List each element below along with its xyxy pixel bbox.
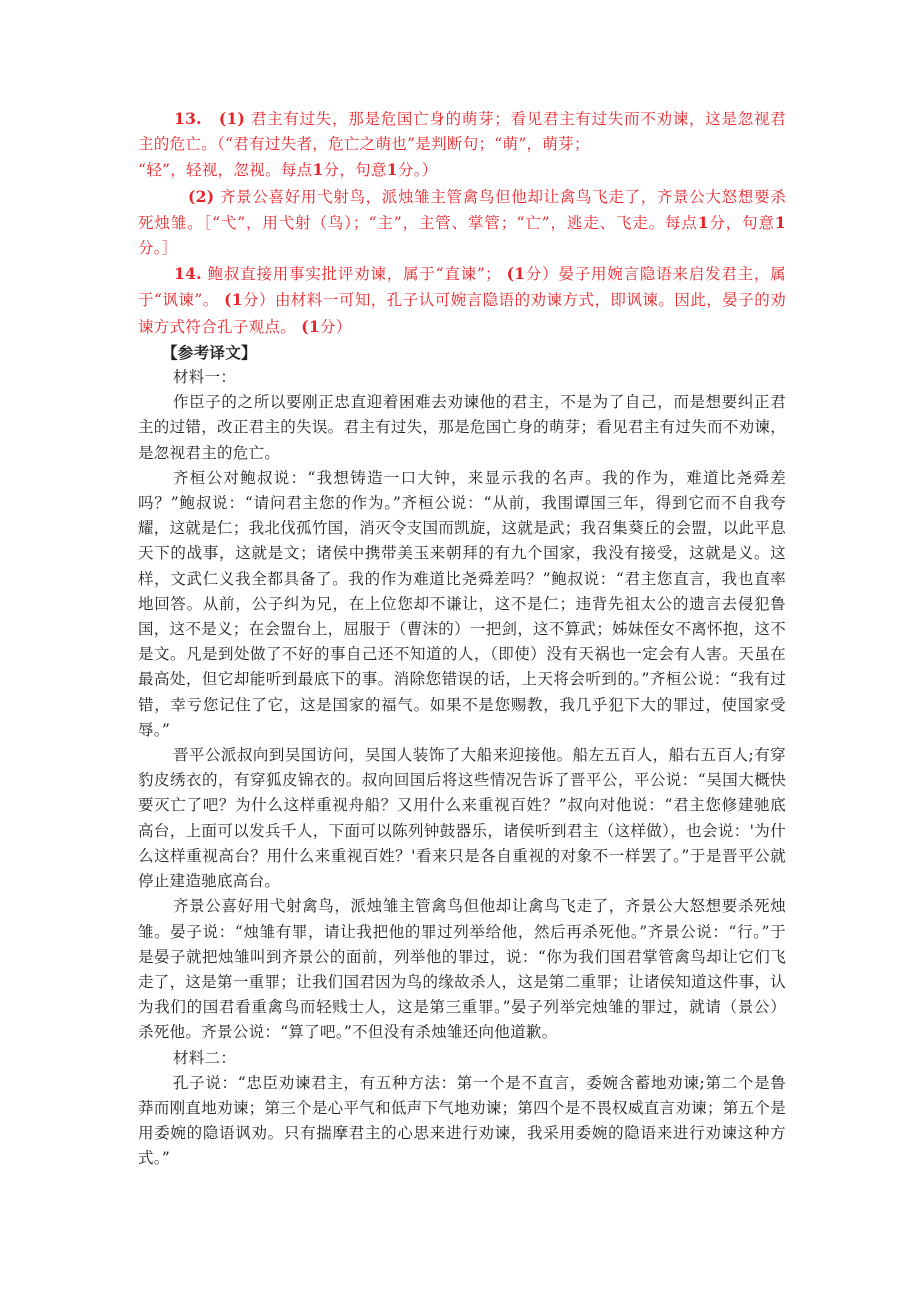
translation-material-2: 孔子说：“忠臣劝谏君主，有五种方法：第一个是不直言，委婉含蓄地劝谏;第二个是鲁莽而刚直地劝谏；第三个是心平气和低声下气地劝谏；第四个是不畏权威直言劝谏；第五个是用委婉的隐语讽劝。只有揣摩君主的心思来进行劝谏，我采用委婉的隐语来进行劝谏这种方式。” bbox=[138, 1073, 786, 1168]
answer-14: 14. 鲍叔直接用事实批评劝谏，属于“直谏”； (1分）晏子用婉言隐语来启发君主，属于“讽谏”。 (1分）由材料一可知，孔子认可婉言隐语的劝谏方式，即讽谏。因此，晏子的劝谏方式符合孔子观点。 (1分） bbox=[138, 264, 786, 336]
question-number-14: 14. bbox=[174, 264, 202, 284]
part-label-1: (1) bbox=[218, 109, 246, 128]
answer-13-part2: (2) 齐景公喜好用弋射鸟，派烛雏主管禽鸟但他却让禽鸟飞走了，齐景公大怒想要杀死烛雏。［“弋”，用弋射（鸟）；“主”，主管、掌管；“亡”，逃走、飞走。每点1分，句意1分。］ bbox=[138, 186, 786, 258]
part-label-2: (2) bbox=[188, 186, 215, 206]
question-number-13: 13. bbox=[174, 109, 202, 128]
answer-13-part1-scoring: “轻”，轻视，忽视。每点1分，句意1分。） bbox=[138, 160, 438, 180]
translation-heading: 【参考译文】 bbox=[162, 342, 257, 362]
material-2-label: 材料二： bbox=[173, 1048, 237, 1067]
document-page bbox=[138, 106, 786, 1172]
translation-para-3: 晋平公派叔向到吴国访问，吴国人装饰了大船来迎接他。船左五百人，船右五百人;有穿豹皮绣衣的，有穿狐皮锦衣的。叔向回国后将这些情况告诉了晋平公，平公说：“吴国大概快要灭亡了吧？为什么这样重视舟船？又用什么来重视百姓？”叔向对他说：“君主您修建驰底高台，上面可以发兵千人，下面可以陈列钟鼓器乐，诸侯听到君主（这样做），也会说：'为什么这样重视高台？用什么来重视百姓？'看来只是各自重视的对象不一样罢了。”于是晋平公就停止建造驰底高台。 bbox=[138, 746, 786, 891]
translation-para-2: 齐桓公对鲍叔说：“我想铸造一口大钟，来显示我的名声。我的作为，难道比尧舜差吗？”鲍叔说：“请问君主您的作为。”齐桓公说：“从前，我围谭国三年，得到它而不自我夸耀，这就是仁；我北伐孤竹国，消灭令支国而凯旋，这就是武；我召集葵丘的会盟，以此平息天下的战事，这就是文；诸侯中携带美玉来朝拜的有九个国家，我没有接受，这就是义。这样，文武仁义我全都具备了。我的作为难道比尧舜差吗？”鲍叔说：“君主您直言，我也直率地回答。从前，公子纠为兄，在上位您却不谦让，这不是仁；违背先祖太公的遗言去侵犯鲁国，这不是义；在会盟台上，屈服于（曹沫的）一把剑，这不算武；姊妹侄女不离怀抱，这不是文。凡是到处做了不好的事自己还不知道的人，（即使）没有天祸也一定会有人害。天虽在最高处，但它却能听到最底下的事。消除您错误的话，上天将会听到的。”齐桓公说：“我有过错，幸亏您记住了它，这是国家的福气。如果不是您赐教，我几乎犯下大的罪过，使国家受辱。” bbox=[138, 468, 786, 739]
translation-para-4: 齐景公喜好用弋射禽鸟，派烛雏主管禽鸟但他却让禽鸟飞走了，齐景公大怒想要杀死烛雏。晏子说：“烛雏有罪，请让我把他的罪过列举给他，然后再杀死他。”齐景公说：“行。”于是晏子就把烛雏叫到齐景公的面前，列举他的罪过，说：“你为我们国君掌管禽鸟却让它们飞走了，这是第一重罪；让我们国君因为鸟的缘故杀人，这是第二重罪；让诸侯知道这件事，认为我们的国君看重禽鸟而轻贱士人，这是第三重罪。”晏子列举完烛雏的罪过，就请（景公）杀死他。齐景公说：“算了吧。”不但没有杀烛雏还向他道歉。 bbox=[138, 897, 786, 1042]
answer-13-part1-text: 君主有过失，那是危国亡身的萌芽；看见君主有过失而不劝谏，这是忽视君主的危亡。（“君有过失者，危亡之萌也”是判断句；“萌”，萌芽； bbox=[138, 110, 786, 154]
answer-13-part1 bbox=[138, 106, 786, 157]
material-1-label: 材料一： bbox=[173, 368, 237, 387]
translation-para-1: 作臣子的之所以要刚正忠直迎着困难去劝谏他的君主，不是为了自己，而是想要纠正君主的过错，改正君主的失误。君主有过失，那是危国亡身的萌芽；看见君主有过失而不劝谏，是忽视君主的危亡。 bbox=[138, 393, 786, 462]
